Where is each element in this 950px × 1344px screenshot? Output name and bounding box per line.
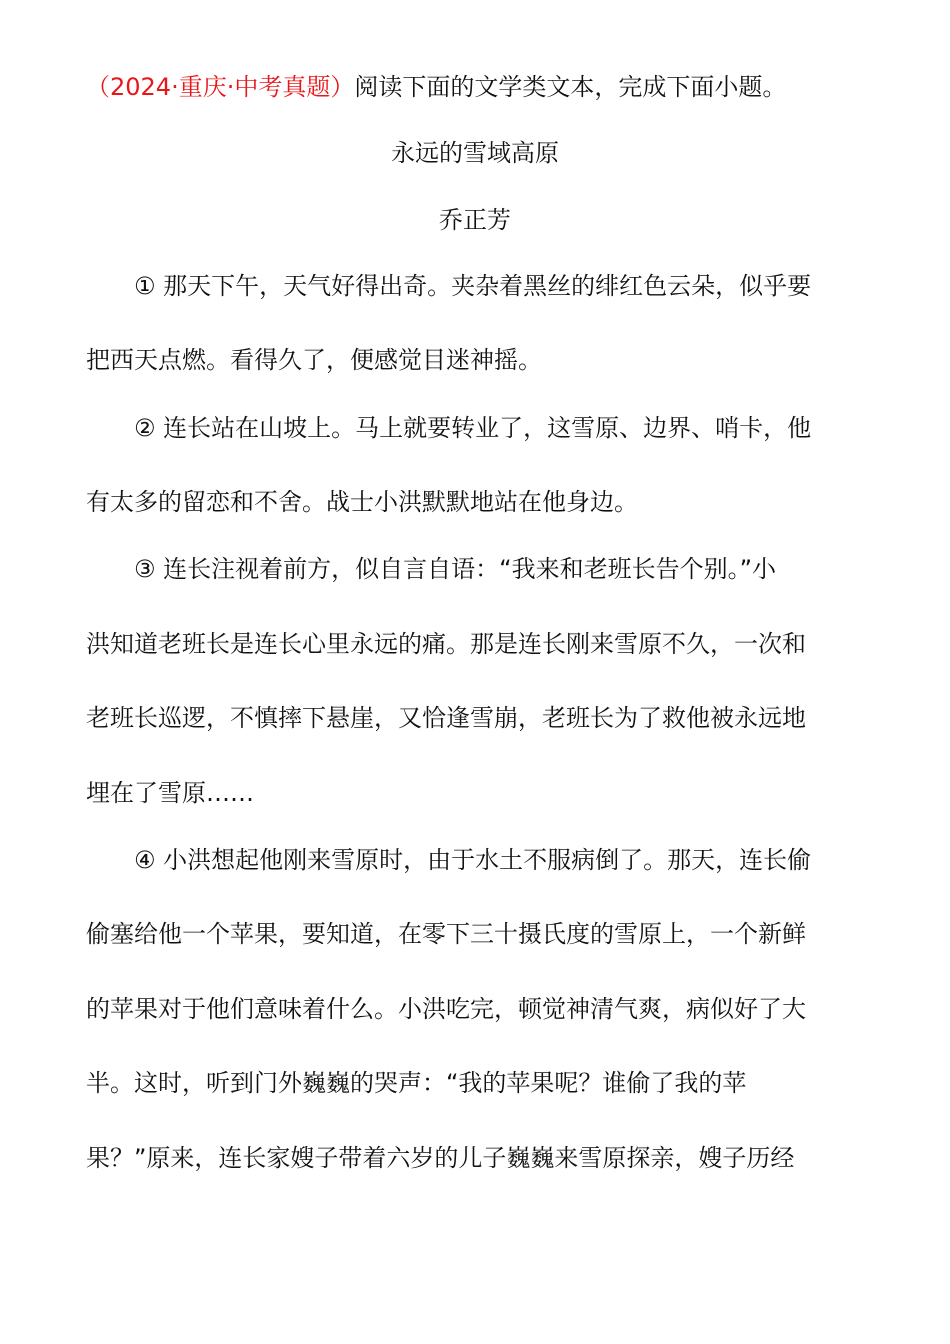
paragraph-2-line-2: 有太多的留恋和不舍。战士小洪默默地站在他身边。 [86,488,638,516]
paragraph-3-line-1: ③ 连长注视着前方，似自言自语：“我来和老班长告个别。”小 [134,555,777,583]
exam-source: （2024·重庆·中考真题） [86,73,355,101]
paragraph-4-line-3: 的苹果对于他们意味着什么。小洪吃完，顿觉神清气爽，病似好了大 [86,995,806,1023]
paragraph-1-line-2: 把西天点燃。看得久了，便感觉目迷神摇。 [86,346,542,374]
paragraph-4-line-2: 偷塞给他一个苹果，要知道，在零下三十摄氏度的雪原上，一个新鲜 [86,920,806,948]
paragraph-1-line-1: ① 那天下午，天气好得出奇。夹杂着黑丝的绯红色云朵，似乎要 [134,272,812,300]
article-author: 乔正芳 [439,206,511,234]
article-title: 永远的雪域高原 [391,139,559,167]
paragraph-3-line-4: 埋在了雪原…… [86,779,254,807]
paragraph-3-line-3: 老班长巡逻，不慎摔下悬崖，又恰逢雪崩，老班长为了救他被永远地 [86,704,806,732]
question-instruction: 阅读下面的文学类文本，完成下面小题。 [354,73,787,101]
question-header [86,72,856,102]
paragraph-4-line-5: 果？”原来，连长家嫂子带着六岁的儿子巍巍来雪原探亲，嫂子历经 [86,1144,795,1172]
paragraph-4-line-1: ④ 小洪想起他刚来雪原时，由于水土不服病倒了。那天，连长偷 [134,846,812,874]
paragraph-4-line-4: 半。这时，听到门外巍巍的哭声：“我的苹果呢？谁偷了我的苹 [86,1069,747,1097]
paragraph-2-line-1: ② 连长站在山坡上。马上就要转业了，这雪原、边界、哨卡，他 [134,414,812,442]
paragraph-3-line-2: 洪知道老班长是连长心里永远的痛。那是连长刚来雪原不久，一次和 [86,630,806,658]
